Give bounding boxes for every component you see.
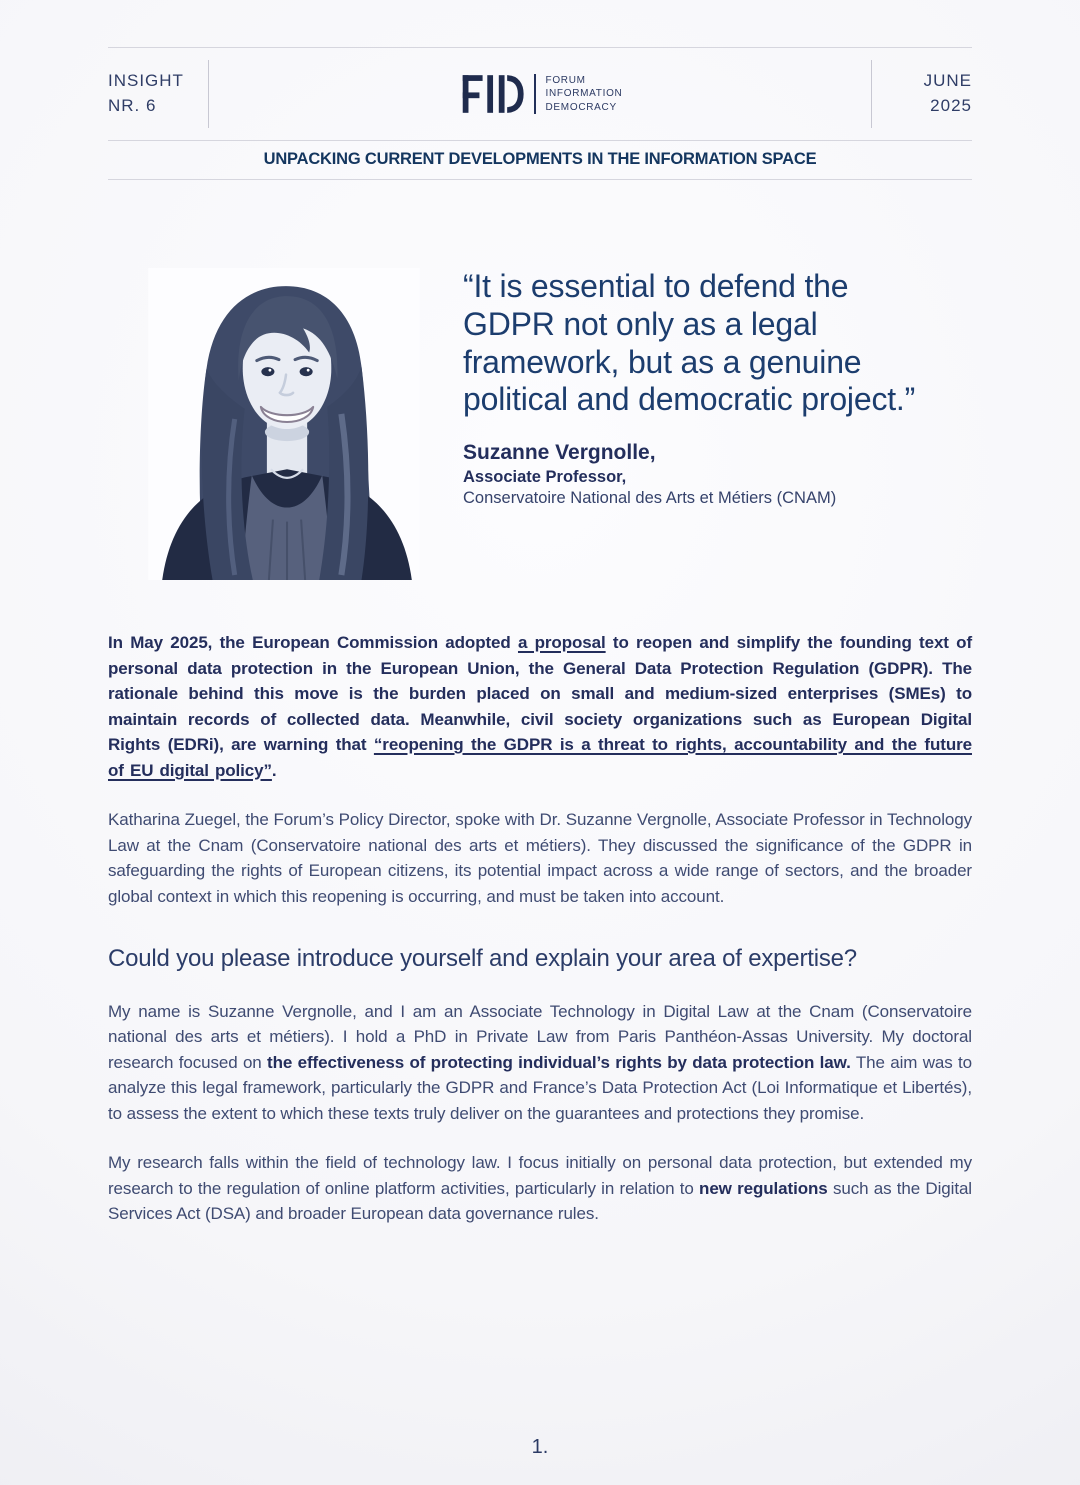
- quote-block: [463, 268, 945, 580]
- text-segment: The aim was to analyze this legal framework, particularly the GDPR and France’s Data Protection Act (Loi Informatique et Libertés), to assess the extent to which these texts truly deliver on the guarantees and protections they promise.: [108, 1052, 972, 1123]
- masthead: [108, 48, 972, 140]
- date-label: [872, 69, 972, 118]
- hero-section: [108, 268, 972, 580]
- fid-logo-icon: [458, 71, 526, 117]
- quote-author-role: Associate Professor,: [463, 468, 627, 486]
- quote-author: Suzanne Vergnolle,: [463, 441, 656, 464]
- text-segment: to reopen and simplify the founding text of personal data protection in the European Union, the General Data Protection Regulation (GDPR). The rationale behind this move is the burden placed on small and medium-sized enterprises (SMEs) to maintain records of collected data. Meanwhile, civil society organizations such as European Digital Rights (EDRi), are warning that: [108, 633, 972, 754]
- text-segment: In May 2025, the European Commission adopted: [108, 633, 518, 652]
- answer-paragraph-2: [108, 1150, 972, 1227]
- portrait-illustration: [148, 268, 420, 580]
- portrait-photo: [148, 268, 420, 580]
- text-segment: the effectiveness of protecting individual’s rights by data protection law.: [267, 1052, 851, 1072]
- pull-quote: “It is essential to defend the GDPR not only as a legal framework, but as a genuine political and democratic project.”: [463, 268, 916, 418]
- logo-separator: [534, 74, 536, 114]
- interview-question: Could you please introduce yourself and explain your area of expertise?: [108, 945, 857, 972]
- intro-paragraph: [108, 630, 972, 783]
- article-body: [108, 630, 972, 1227]
- tagline-rule-bottom: [108, 179, 972, 180]
- issue-line2: NR. 6: [108, 96, 157, 115]
- text-segment: new regulations: [699, 1178, 828, 1198]
- logo-wordmark: FORUM INFORMATION DEMOCRACY: [545, 75, 623, 113]
- fid-logo: [458, 71, 623, 117]
- inline-link[interactable]: a proposal: [517, 633, 606, 652]
- text-segment: .: [271, 760, 277, 780]
- page-number: 1.: [531, 1436, 549, 1458]
- issue-line1: INSIGHT: [108, 71, 184, 91]
- date-line2: 2025: [930, 96, 972, 115]
- tagline: UNPACKING CURRENT DEVELOPMENTS IN THE INFORMATION SPACE: [263, 150, 817, 168]
- quote-author-affiliation: Conservatoire National des Arts et Métiers (CNAM): [463, 489, 837, 507]
- issue-label: [108, 69, 208, 118]
- page-footer: [0, 1436, 1080, 1459]
- answer-paragraph-1: [108, 999, 972, 1127]
- inline-link[interactable]: “reopening the GDPR is a threat to rights, accountability and the future of EU digital policy”: [108, 735, 972, 780]
- text-segment: My research falls within the field of technology law. I focus initially on personal data protection, but extended my research to the regulation of online platform activities, particularly in relation to: [108, 1153, 972, 1198]
- context-paragraph: Katharina Zuegel, the Forum’s Policy Director, spoke with Dr. Suzanne Vergnolle, Associate Professor in Technology Law at the Cnam (Conservatoire national des arts et métiers). They discussed the significance of the GDPR in safeguarding the rights of European citizens, its potential impact across a wide range of sectors, and the broader global context in which this reopening is occurring, and must be taken into account.: [108, 810, 972, 906]
- date-line1: JUNE: [923, 71, 972, 91]
- text-segment: such as the Digital Services Act (DSA) and broader European data governance rules.: [108, 1178, 972, 1224]
- text-segment: My name is Suzanne Vergnolle, and I am an Associate Technology in Digital Law at the Cnam (Conservatoire national des arts et métiers). I hold a PhD in Private Law from Paris Panthéon-Assas University. My doctoral research focused on: [108, 1001, 972, 1072]
